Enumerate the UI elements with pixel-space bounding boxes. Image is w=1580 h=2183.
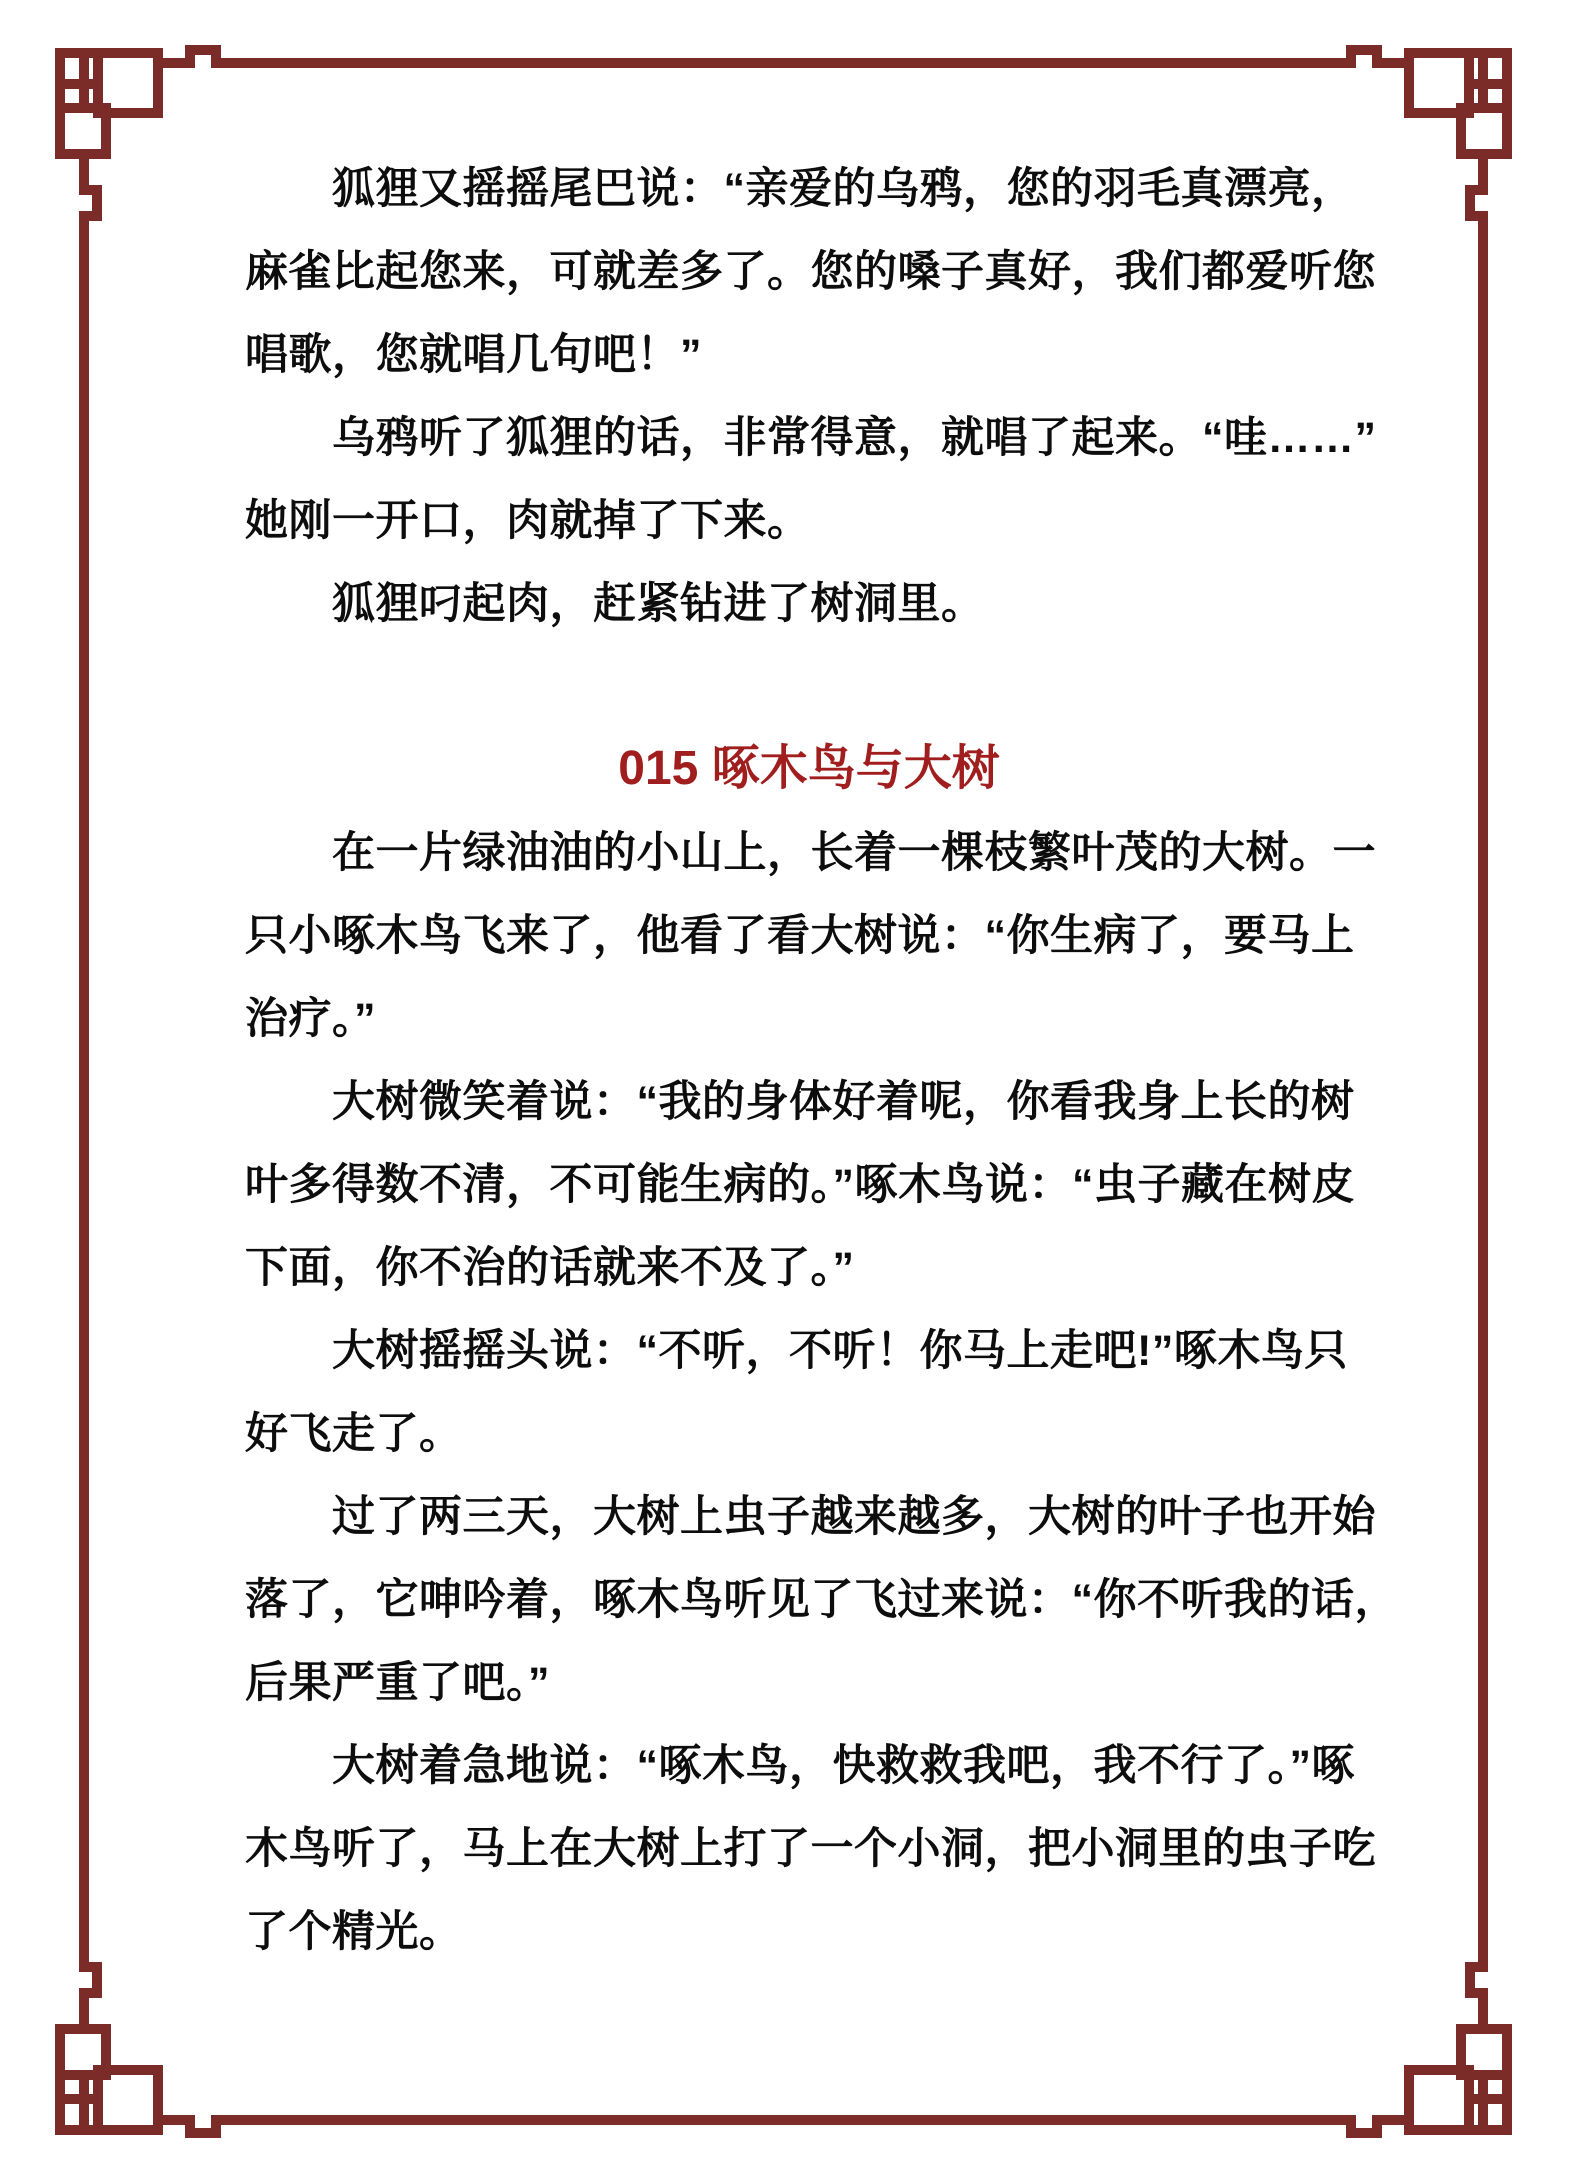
- text-line: 狐狸又摇摇尾巴说：“亲爱的乌鸦，您的羽毛真漂亮，: [245, 165, 1355, 213]
- text-line: 麻雀比起您来，可就差多了。您的嗓子真好，我们都爱听您: [245, 248, 1376, 296]
- text-line: 下面，你不治的话就来不及了。”: [245, 1244, 855, 1292]
- story-fox-and-crow-text: [245, 148, 1377, 646]
- text-line: 大树着急地说：“啄木鸟，快救救我吧，我不行了。”啄: [245, 1742, 1355, 1790]
- frame-border-left: [79, 256, 89, 1927]
- text-line: 落了，它呻吟着，啄木鸟听见了飞过来说：“你不听我的话，: [245, 1576, 1398, 1624]
- text-line: 木鸟听了，马上在大树上打了一个小洞，把小洞里的虫子吃: [245, 1825, 1376, 1873]
- story-woodpecker-text: [245, 812, 1398, 1974]
- text-line: 大树摇摇头说：“不听，不听！你马上走吧!”啄木鸟只: [245, 1327, 1348, 1375]
- text-line: 治疗。”: [245, 995, 376, 1043]
- frame-border-right: [1478, 256, 1488, 1927]
- text-line: 后果严重了吧。”: [245, 1659, 550, 1707]
- text-line: 狐狸叼起肉，赶紧钻进了树洞里。: [245, 580, 985, 628]
- text-line: 大树微笑着说：“我的身体好着呢，你看我身上长的树: [245, 1078, 1355, 1126]
- frame-border-bottom: [256, 2115, 1311, 2125]
- corner-knot-ornament-bottom-left: [0, 1923, 260, 2183]
- section-title: 015 啄木鸟与大树: [618, 742, 1000, 795]
- text-line: 了个精光。: [245, 1908, 463, 1956]
- text-line: 乌鸦听了狐狸的话，非常得意，就唱了起来。“哇……”: [245, 414, 1377, 462]
- frame-border-top: [256, 58, 1311, 68]
- text-line: 唱歌，您就唱几句吧！”: [245, 331, 702, 379]
- text-line: 好飞走了。: [245, 1410, 463, 1458]
- text-line: 她刚一开口，肉就掉了下来。: [245, 497, 811, 545]
- text-line: 过了两三天，大树上虫子越来越多，大树的叶子也开始: [245, 1493, 1376, 1541]
- text-line: 在一片绿油油的小山上，长着一棵枝繁叶茂的大树。一: [245, 829, 1376, 877]
- text-line: 只小啄木鸟飞来了，他看了看大树说：“你生病了，要马上: [245, 912, 1355, 960]
- corner-knot-ornament-top-left: [0, 0, 260, 260]
- text-line: 叶多得数不清，不可能生病的。”啄木鸟说：“虫子藏在树皮: [245, 1161, 1355, 1209]
